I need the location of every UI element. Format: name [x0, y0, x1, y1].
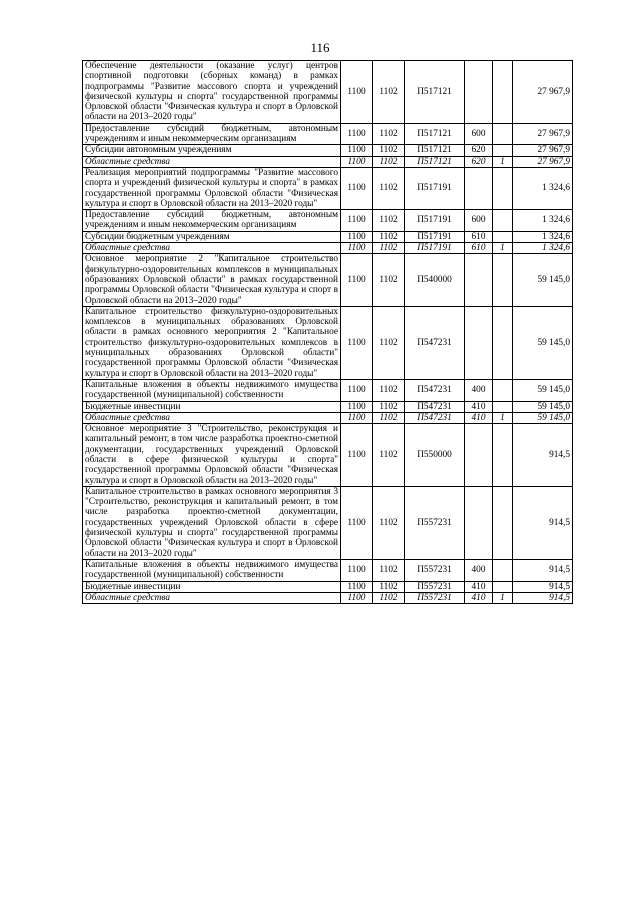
row-name-cell: Реализация мероприятий подпрограммы "Развитие массового спорта и учреждений физической культуры и спорта" в рамках государственной программы Орловской области "Физическая культура и спорт в Орловской области на 2013–2020 годы"	[83, 167, 341, 209]
row-target-article-cell: П517191	[405, 243, 465, 254]
row-amount-cell: 1 324,6	[513, 210, 573, 232]
row-amount-cell: 59 145,0	[513, 254, 573, 306]
row-section-cell: 1100	[341, 581, 373, 592]
row-subsection-cell: 1102	[373, 379, 405, 401]
table-row	[83, 210, 573, 232]
row-section-cell: 1100	[341, 254, 373, 306]
row-target-article-cell: П557231	[405, 592, 465, 603]
table-row	[83, 231, 573, 242]
row-section-cell: 1100	[341, 379, 373, 401]
row-funding-kind-cell: 1	[493, 243, 513, 254]
row-target-article-cell: П517121	[405, 123, 465, 145]
row-funding-kind-cell	[493, 306, 513, 379]
row-amount-cell: 914,5	[513, 486, 573, 559]
row-subsection-cell: 1102	[373, 254, 405, 306]
budget-table	[82, 60, 573, 604]
row-subsection-cell: 1102	[373, 210, 405, 232]
row-funding-kind-cell	[493, 254, 513, 306]
row-subsection-cell: 1102	[373, 306, 405, 379]
row-subsection-cell: 1102	[373, 559, 405, 581]
row-name-cell: Предоставление субсидий бюджетным, автономным учреждениям и иным некоммерческим организациям	[83, 210, 341, 232]
row-section-cell: 1100	[341, 592, 373, 603]
row-target-article-cell: П547231	[405, 412, 465, 423]
row-funding-kind-cell	[493, 145, 513, 156]
table-row	[83, 581, 573, 592]
row-expense-type-cell	[465, 486, 493, 559]
row-target-article-cell: П517191	[405, 210, 465, 232]
row-section-cell: 1100	[341, 210, 373, 232]
row-name-cell: Областные средства	[83, 243, 341, 254]
table-row	[83, 167, 573, 209]
row-expense-type-cell: 410	[465, 592, 493, 603]
table-row	[83, 123, 573, 145]
row-subsection-cell: 1102	[373, 592, 405, 603]
row-subsection-cell: 1102	[373, 145, 405, 156]
row-subsection-cell: 1102	[373, 243, 405, 254]
row-name-cell: Капитальные вложения в объекты недвижимого имущества государственной (муниципальной) собственности	[83, 379, 341, 401]
row-expense-type-cell: 620	[465, 156, 493, 167]
row-target-article-cell: П517121	[405, 145, 465, 156]
table-row	[83, 424, 573, 487]
row-expense-type-cell: 610	[465, 231, 493, 242]
row-name-cell: Субсидии бюджетным учреждениям	[83, 231, 341, 242]
row-section-cell: 1100	[341, 156, 373, 167]
table-row	[83, 401, 573, 412]
row-expense-type-cell	[465, 254, 493, 306]
row-target-article-cell: П557231	[405, 486, 465, 559]
budget-table-body	[83, 61, 573, 604]
row-name-cell: Областные средства	[83, 592, 341, 603]
row-section-cell: 1100	[341, 231, 373, 242]
row-funding-kind-cell	[493, 424, 513, 487]
row-name-cell: Бюджетные инвестиции	[83, 401, 341, 412]
row-section-cell: 1100	[341, 61, 373, 124]
row-name-cell: Обеспечение деятельности (оказание услуг) центров спортивной подготовки (сборных команд) в рамках подпрограммы "Развитие массового спорта и учреждений физической культуры и спорта" государственной программы Орловской области "Физическая культура и спорт в Орловской области на 2013–2020 годы"	[83, 61, 341, 124]
row-funding-kind-cell	[493, 167, 513, 209]
row-expense-type-cell	[465, 424, 493, 487]
row-expense-type-cell: 410	[465, 401, 493, 412]
row-amount-cell: 27 967,9	[513, 61, 573, 124]
table-row	[83, 145, 573, 156]
row-expense-type-cell: 610	[465, 243, 493, 254]
row-amount-cell: 914,5	[513, 592, 573, 603]
row-subsection-cell: 1102	[373, 167, 405, 209]
table-row	[83, 156, 573, 167]
table-row	[83, 379, 573, 401]
row-section-cell: 1100	[341, 486, 373, 559]
row-amount-cell: 1 324,6	[513, 167, 573, 209]
row-amount-cell: 1 324,6	[513, 243, 573, 254]
row-section-cell: 1100	[341, 559, 373, 581]
row-name-cell: Капитальное строительство в рамках основного мероприятия 3 "Строительство, реконструкция и капитальный ремонт, в том числе разработка проектно-сметной документации, государственных учреждений Орловской области в сфере физической культуры и спорта" государственной программы Орловской области "Физическая культура и спорт в Орловской области на 2013–2020 годы"	[83, 486, 341, 559]
row-name-cell: Субсидии автономным учреждениям	[83, 145, 341, 156]
table-row	[83, 61, 573, 124]
row-name-cell: Бюджетные инвестиции	[83, 581, 341, 592]
row-funding-kind-cell	[493, 61, 513, 124]
row-funding-kind-cell	[493, 210, 513, 232]
row-amount-cell: 59 145,0	[513, 412, 573, 423]
table-row	[83, 243, 573, 254]
table-row	[83, 254, 573, 306]
row-amount-cell: 27 967,9	[513, 145, 573, 156]
row-expense-type-cell: 410	[465, 581, 493, 592]
row-subsection-cell: 1102	[373, 401, 405, 412]
row-subsection-cell: 1102	[373, 581, 405, 592]
row-amount-cell: 914,5	[513, 581, 573, 592]
row-funding-kind-cell	[493, 559, 513, 581]
row-subsection-cell: 1102	[373, 156, 405, 167]
row-target-article-cell: П547231	[405, 379, 465, 401]
row-name-cell: Капитальные вложения в объекты недвижимого имущества государственной (муниципальной) собственности	[83, 559, 341, 581]
row-funding-kind-cell	[493, 123, 513, 145]
row-target-article-cell: П557231	[405, 559, 465, 581]
row-funding-kind-cell	[493, 379, 513, 401]
row-subsection-cell: 1102	[373, 61, 405, 124]
row-target-article-cell: П540000	[405, 254, 465, 306]
row-section-cell: 1100	[341, 306, 373, 379]
row-funding-kind-cell	[493, 486, 513, 559]
row-amount-cell: 59 145,0	[513, 379, 573, 401]
row-funding-kind-cell: 1	[493, 156, 513, 167]
row-section-cell: 1100	[341, 243, 373, 254]
row-target-article-cell: П547231	[405, 306, 465, 379]
row-section-cell: 1100	[341, 412, 373, 423]
row-amount-cell: 27 967,9	[513, 156, 573, 167]
row-expense-type-cell	[465, 61, 493, 124]
row-funding-kind-cell: 1	[493, 592, 513, 603]
table-row	[83, 306, 573, 379]
row-section-cell: 1100	[341, 145, 373, 156]
row-amount-cell: 914,5	[513, 424, 573, 487]
row-amount-cell: 1 324,6	[513, 231, 573, 242]
row-section-cell: 1100	[341, 123, 373, 145]
row-name-cell: Областные средства	[83, 412, 341, 423]
row-section-cell: 1100	[341, 424, 373, 487]
table-row	[83, 412, 573, 423]
row-section-cell: 1100	[341, 401, 373, 412]
row-funding-kind-cell	[493, 401, 513, 412]
row-expense-type-cell: 620	[465, 145, 493, 156]
row-expense-type-cell	[465, 306, 493, 379]
row-target-article-cell: П550000	[405, 424, 465, 487]
row-target-article-cell: П557231	[405, 581, 465, 592]
row-subsection-cell: 1102	[373, 231, 405, 242]
row-expense-type-cell: 410	[465, 412, 493, 423]
table-row	[83, 486, 573, 559]
row-expense-type-cell: 400	[465, 379, 493, 401]
row-amount-cell: 27 967,9	[513, 123, 573, 145]
row-subsection-cell: 1102	[373, 424, 405, 487]
row-subsection-cell: 1102	[373, 486, 405, 559]
row-name-cell: Капитальное строительство физкультурно-оздоровительных комплексов в муниципальных образованиях Орловской области в рамках основного мероприятия 2 "Капитальное строительство физкультурно-оздоровительных комплексов в муниципальных образованиях Орловской области" государственной программы Орловской области "Физическая культура и спорт в Орловской области на 2013–2020 годы"	[83, 306, 341, 379]
row-name-cell: Основное мероприятие 2 "Капитальное строительство физкультурно-оздоровительных комплексов в муниципальных образованиях Орловской области" в рамках государственной программы Орловской области "Физическая культура и спорт в Орловской области на 2013–2020 годы"	[83, 254, 341, 306]
table-row	[83, 559, 573, 581]
row-subsection-cell: 1102	[373, 412, 405, 423]
row-expense-type-cell	[465, 167, 493, 209]
row-name-cell: Основное мероприятие 3 "Строительство, реконструкция и капитальный ремонт, в том числе разработка проектно-сметной документации, государственных учреждений Орловской области в сфере физической культуры и спорта" государственной программы Орловской области "Физическая культура и спорт в Орловской области на 2013–2020 годы"	[83, 424, 341, 487]
row-target-article-cell: П517191	[405, 231, 465, 242]
row-amount-cell: 914,5	[513, 559, 573, 581]
row-expense-type-cell: 600	[465, 123, 493, 145]
row-section-cell: 1100	[341, 167, 373, 209]
row-name-cell: Областные средства	[83, 156, 341, 167]
row-expense-type-cell: 400	[465, 559, 493, 581]
row-target-article-cell: П517121	[405, 61, 465, 124]
row-funding-kind-cell: 1	[493, 412, 513, 423]
row-target-article-cell: П517191	[405, 167, 465, 209]
row-amount-cell: 59 145,0	[513, 401, 573, 412]
row-subsection-cell: 1102	[373, 123, 405, 145]
page-number: 116	[310, 40, 330, 55]
row-funding-kind-cell	[493, 581, 513, 592]
table-row	[83, 592, 573, 603]
row-name-cell: Предоставление субсидий бюджетным, автономным учреждениям и иным некоммерческим организациям	[83, 123, 341, 145]
row-target-article-cell: П547231	[405, 401, 465, 412]
row-amount-cell: 59 145,0	[513, 306, 573, 379]
row-funding-kind-cell	[493, 231, 513, 242]
row-target-article-cell: П517121	[405, 156, 465, 167]
row-expense-type-cell: 600	[465, 210, 493, 232]
